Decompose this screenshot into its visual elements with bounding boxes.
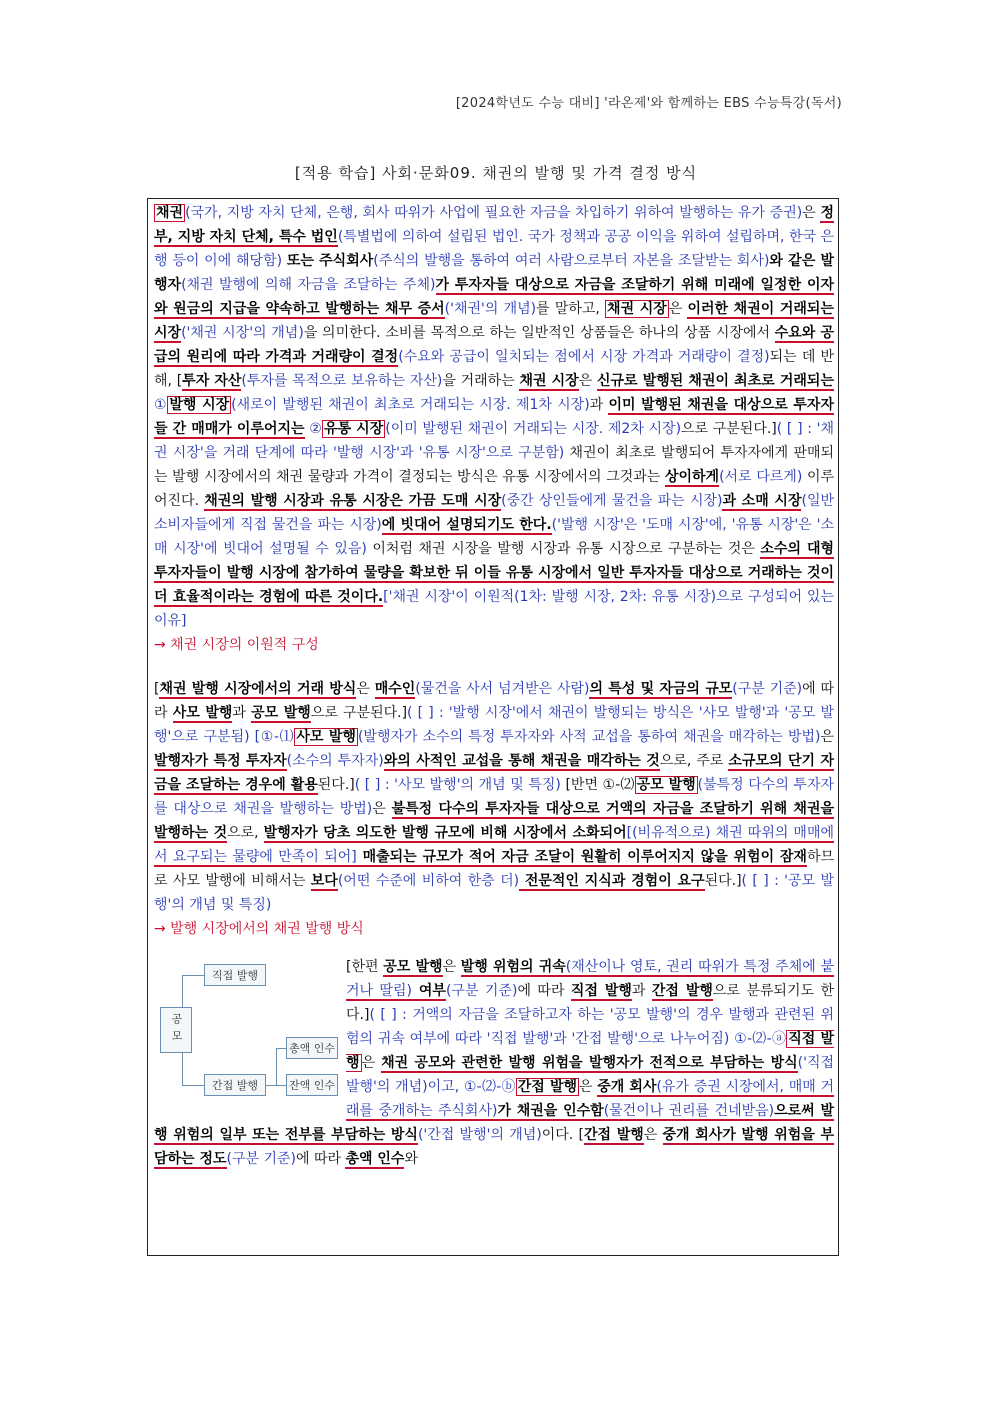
- term-box: 채권: [156, 205, 184, 221]
- key-phrase: 소수의 대형 투자자들이 발행 시장에 참가하여 물량을 확보한 뒤 이들 유통 시장에서 일반 투자자들 대상으로 거래하는 것이 더 효율적이라는 경험에 따른 것이다.: [154, 541, 835, 605]
- gloss: (물건을 사서 넘겨받은 사람): [415, 681, 590, 697]
- term-box: 간접 발행: [517, 1079, 578, 1095]
- text: 은: [356, 681, 375, 697]
- text: 되는 데 반해, [: [154, 349, 835, 389]
- key-phrase: 보다: [310, 873, 338, 889]
- annotation: ( [ ] : '사모 발행'의 개념 및 특징): [354, 777, 561, 793]
- gloss: ('직접 발행'의 개념): [346, 1055, 834, 1095]
- passage-frame: [147, 198, 839, 1256]
- gloss: (새로이 발행된 채권이 최초로 거래되는 시장. 제1차 시장): [231, 397, 590, 413]
- key-phrase: 발행자가 특정 투자자: [154, 753, 287, 769]
- key-phrase: 와의 사적인 교섭을 통해 채권을 매각하는 것: [383, 753, 660, 769]
- diagram-remainder-underwriting: 잔액 인수: [286, 1074, 338, 1096]
- key-phrase: 채권 시장: [519, 373, 579, 389]
- key-phrase: 투자 자산: [182, 373, 242, 389]
- gloss: ('간접 발행'의 개념): [417, 1127, 542, 1143]
- key-phrase: 불특정 다수의 투자자들 대상으로 거액의 자금을 조달하기 위해 채권을 발행하는 것: [154, 801, 835, 841]
- term-box: 채권 시장: [607, 301, 667, 317]
- key-phrase: 와 같은 발행자: [154, 253, 834, 293]
- gloss: (재산이나 영토, 권리 따위가 특정 주체에 붙거나 딸림): [346, 959, 834, 999]
- key-phrase: 신규로 발행된 채권이 최초로 거래되는: [596, 373, 834, 389]
- key-phrase: 공모 발행: [383, 959, 443, 975]
- annotation: ( [ ] : '발행 시장'에서 채권이 발행되는 방식은 '사모 발행'과 '공모 발행'으로 구분됨): [154, 705, 834, 745]
- key-phrase: 사모 발행: [172, 705, 233, 721]
- gloss: (구분 기준): [445, 983, 518, 999]
- marker: 이고, ①-⑵-ⓑ: [427, 1079, 516, 1095]
- gloss: (구분 기준): [226, 1151, 296, 1167]
- key-phrase: 수요와 공급의 원리에 따라 가격과 거래량이 결정: [154, 325, 834, 365]
- key-phrase: 직접 발행: [570, 983, 632, 999]
- summary-arrow-2: → 발행 시장에서의 채권 발행 방식: [154, 921, 364, 937]
- term-box: 유통 시장: [324, 421, 384, 437]
- text: 은: [802, 205, 821, 221]
- gloss: (구분 기준): [732, 681, 803, 697]
- key-phrase: 채권 공모와 관련한 발행 위험을 발행자가 전적으로 부담하는 방식: [381, 1055, 798, 1071]
- text: 이처럼 채권 시장을 발행 시장과 유통 시장으로 구분하는 것은: [366, 541, 761, 557]
- text: 하므로 사모 발행에 비해서는: [154, 849, 835, 889]
- key-phrase: 의 특성 및 자금의 규모: [589, 681, 733, 697]
- marker: ①-⑵-ⓐ: [729, 1031, 787, 1047]
- key-phrase: 정부, 지방 자치 단체, 특수 법인: [154, 205, 834, 245]
- text: 은: [442, 959, 461, 975]
- text: 와: [404, 1151, 418, 1167]
- gloss: (불특정 다수의 투자자를 대상으로 채권을 발행하는 방법): [154, 777, 835, 817]
- text: 과: [631, 983, 652, 999]
- gloss: (투자를 목적으로 보유하는 자산): [241, 373, 443, 389]
- text: 은: [820, 729, 835, 745]
- gloss: (어떤 수준에 비하여 한층 더): [337, 873, 520, 889]
- text: 이다. [: [541, 1127, 584, 1143]
- text: 에 따라: [517, 983, 571, 999]
- key-phrase: 또는 주식회사: [286, 253, 374, 269]
- key-phrase: 중개 회사: [597, 1079, 657, 1095]
- annotation: ( [ ] : 거액의 자금을 조달하고자 하는 '공모 발행'의 경우 발행과 관련된 위험의 귀속 여부에 따라 '직접 발행'과 '간접 발행'으로 나누어짐): [346, 1007, 834, 1047]
- text: 으로,: [227, 825, 264, 841]
- text: 에 따라: [295, 1151, 346, 1167]
- key-phrase: 가 채권을 인수함: [497, 1103, 604, 1119]
- key-phrase: 채권의 발행 시장과 유통 시장은 가끔 도매 시장: [204, 493, 502, 509]
- text: [: [154, 681, 160, 697]
- key-phrase: 매수인: [374, 681, 416, 697]
- key-phrase: 총액 인수: [345, 1151, 405, 1167]
- text: 으로 구분된다.]: [310, 705, 408, 721]
- text: 이루어진다.: [154, 469, 834, 509]
- key-phrase: 과 소매 시장: [722, 493, 802, 509]
- text: 채권이 최초로 발행되어 투자자에게 판매되는 발행 시장에서의 채권 물량과 가격이 결정되는 방식은 유통 시장에서의 그것과는: [154, 445, 834, 485]
- diagram-indirect-issue: 간접 발행: [204, 1074, 266, 1096]
- key-phrase: 공모 발행: [251, 705, 311, 721]
- key-phrase: 에 빗대어 설명되기도 한다.: [381, 517, 552, 533]
- gloss: (소수의 투자자): [286, 753, 384, 769]
- text: 된다.]: [704, 873, 742, 889]
- annotation: ( [ ] : '채권 시장'을 거래 단계에 따라 '발행 시장'과 '유통 시장'으로 구분함): [154, 421, 834, 461]
- gloss: (서로 다르게): [719, 469, 803, 485]
- marker: ②: [304, 421, 323, 437]
- text: 은: [361, 1055, 382, 1071]
- key-phrase: 채권 발행 시장에서의 거래 방식: [159, 681, 357, 697]
- page-header: [2024학년도 수능 대비] '라온제'와 함께하는 EBS 수능특강(독서): [455, 96, 842, 111]
- text: 를 말하고,: [536, 301, 606, 317]
- term-box: 발행 시장: [169, 397, 230, 413]
- summary-arrow-1: → 채권 시장의 이원적 구성: [154, 637, 319, 653]
- annotation: ( [ ] : '공모 발행'의 개념 및 특징): [154, 873, 834, 913]
- text: 에 따라: [154, 681, 834, 721]
- annotation: ('발행 시장'은 '도매 시장'에, '유통 시장'은 '소매 시장'에 빗대어 설명될 수 있음): [154, 517, 835, 557]
- text: 과: [232, 705, 252, 721]
- text: 은: [668, 301, 688, 317]
- key-phrase: 가 투자자들 대상으로 자금을 조달하기 위해 미래에 일정한 이자와 원금의 지급을 약속하고 발행하는 채무 증서: [154, 277, 834, 317]
- paragraph-1: [154, 201, 834, 633]
- text: 은: [579, 1079, 598, 1095]
- key-phrase: 소규모의 단기 자금을 조달하는 경우에 활용: [154, 753, 834, 793]
- key-phrase: 매출되는 규모가 적어 자금 조달이 원활히 이루어지지 않을 위험이 잠재: [356, 849, 807, 865]
- marker: [①-⑴: [249, 729, 295, 745]
- gloss: (이미 발행된 채권이 거래되는 시장. 제2차 시장): [385, 421, 682, 437]
- gloss: (주식의 발행을 통하여 여러 사람으로부터 자본을 조달받는 회사): [373, 253, 770, 269]
- term-box: 직접 발행: [346, 1031, 834, 1071]
- marker: ①: [154, 397, 168, 413]
- diagram-direct-issue: 직접 발행: [204, 964, 266, 986]
- key-phrase: 이러한 채권이 거래되는 시장: [154, 301, 834, 341]
- gloss: (중간 상인들에게 물건을 파는 시장): [501, 493, 723, 509]
- term-box: 공모 발행: [636, 777, 696, 793]
- text: 을 거래하는: [442, 373, 520, 389]
- gloss: (유가 증권 시장에서, 매매 거래를 중개하는 주식회사): [346, 1079, 834, 1119]
- text: 으로 구분된다.]: [681, 421, 777, 437]
- annotation: ['채권 시장'이 이원적(1차: 발행 시장, 2차: 유통 시장)으로 구성되어 있는 이유]: [154, 589, 834, 629]
- text: 을 의미한다. 소비를 목적으로 하는 일반적인 상품들은 하나의 상품 시장에서: [303, 325, 775, 341]
- key-phrase: 으로써 발행 위험의 일부 또는 전부를 부담하는 방식: [154, 1103, 834, 1143]
- text: 은: [643, 1127, 663, 1143]
- key-phrase: 발행자가 당초 의도한 발행 규모에 비해 시장에서 소화되어: [263, 825, 627, 841]
- text: 은: [578, 373, 597, 389]
- text: 은: [372, 801, 392, 817]
- gloss: (채권 발행에 의해 자금을 조달하는 주체): [181, 277, 436, 293]
- term-box: 사모 발행: [296, 729, 356, 745]
- public-offering-diagram: [154, 961, 340, 1111]
- key-phrase: 여부: [412, 983, 446, 999]
- diagram-total-underwriting: 총액 인수: [286, 1037, 338, 1059]
- text: 으로 분류되기도 한다.]: [346, 983, 834, 1023]
- gloss: ('채권 시장'의 개념): [181, 325, 304, 341]
- gloss: (수요와 공급이 일치되는 점에서 시장 가격과 거래량이 결정): [398, 349, 770, 365]
- key-phrase: 간접 발행: [651, 983, 713, 999]
- text: 과: [589, 397, 609, 413]
- text: 된다.]: [317, 777, 355, 793]
- text: [반면 ①-⑵: [560, 777, 635, 793]
- gloss: (국가, 지방 자치 단체, 은행, 회사 따위가 사업에 필요한 자금을 차입하기 위하여 발행하는 유가 증권): [185, 205, 803, 221]
- text: [한편: [346, 959, 384, 975]
- key-phrase: 이미 발행된 채권을 대상으로 투자자들 간 매매가 이루어지는: [154, 397, 834, 437]
- key-phrase: 전문적인 지식과 경험이 요구: [519, 873, 705, 889]
- gloss: [(비유적으로) 채권 따위의 매매에서 요구되는 물량에 만족이 되어]: [154, 825, 834, 865]
- key-phrase: 발행 위험의 귀속: [460, 959, 566, 975]
- paragraph-2: [154, 677, 834, 917]
- page-title: [적용 학습] 사회·문화09. 채권의 발행 및 가격 결정 방식: [294, 164, 698, 182]
- gloss: ('채권'의 개념): [444, 301, 537, 317]
- key-phrase: 간접 발행: [583, 1127, 644, 1143]
- gloss: (물건이나 권리를 건네받음): [603, 1103, 775, 1119]
- diagram-root-label: 공모: [170, 1013, 183, 1047]
- gloss: (일반 소비자들에게 직접 물건을 파는 시장): [154, 493, 834, 533]
- key-phrase: 중개 회사가 발행 위험을 부담하는 정도: [154, 1127, 834, 1167]
- gloss: (발행자가 소수의 특정 투자자와 사적 교섭을 통하여 채권을 매각하는 방법): [357, 729, 821, 745]
- text: 으로, 주로: [659, 753, 729, 769]
- gloss: (특별법에 의하여 설립된 법인. 국가 정책과 공공 이익을 위하여 설립하며, 한국 은행 등이 이에 해당함): [154, 229, 834, 269]
- key-phrase: 상이하게: [664, 469, 720, 485]
- diagram-root: [160, 1007, 192, 1053]
